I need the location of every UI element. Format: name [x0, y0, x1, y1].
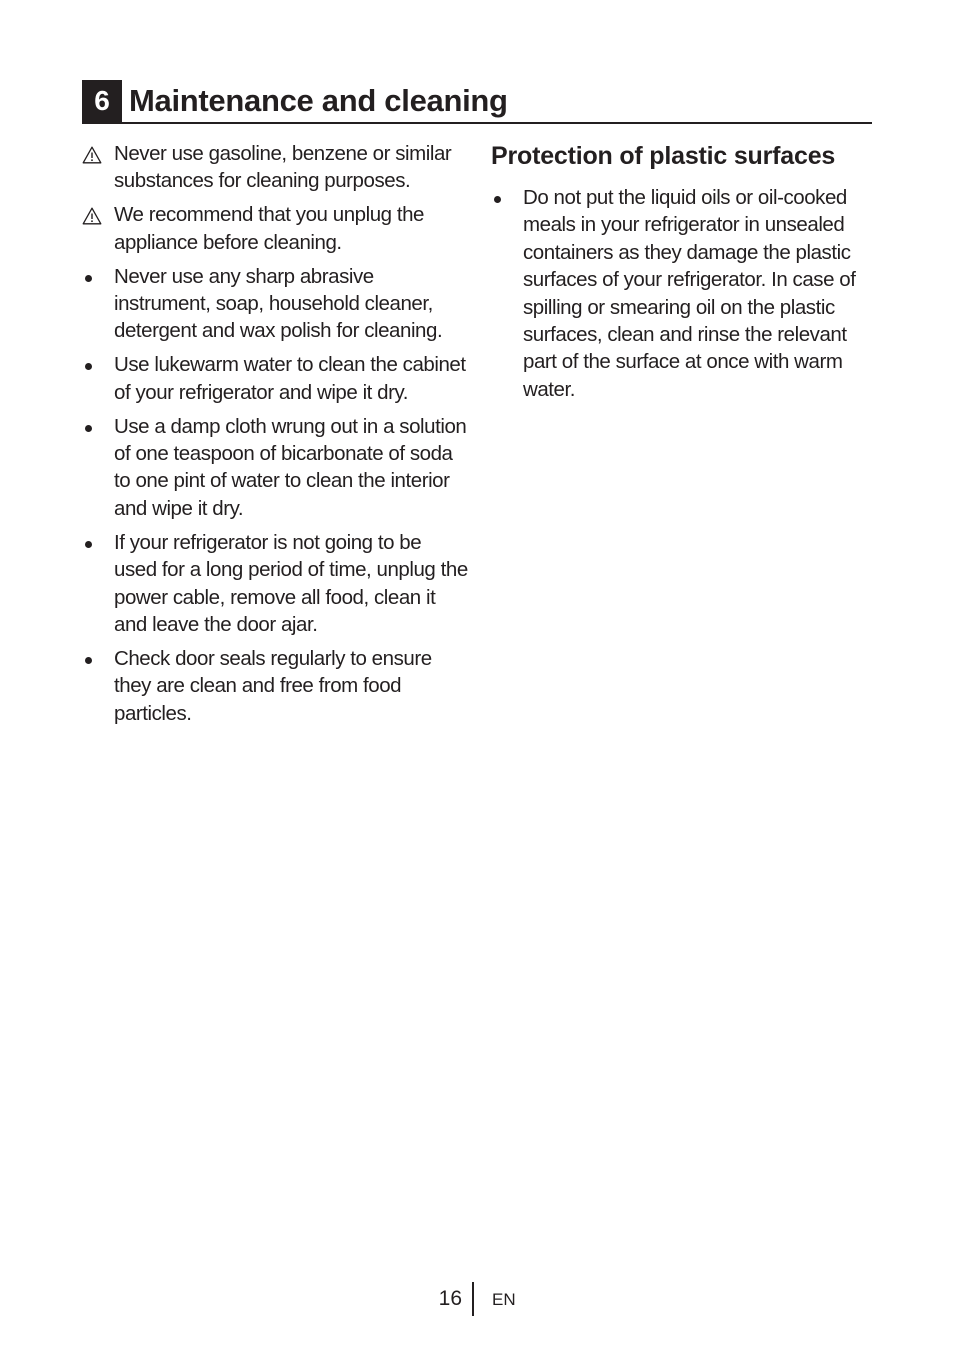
page-number: 16 [438, 1287, 462, 1310]
list-item [82, 201, 468, 256]
bullet-icon [82, 413, 106, 440]
list-item [82, 645, 468, 727]
left-column [82, 140, 468, 734]
list-item [82, 351, 468, 406]
warning-icon [82, 140, 106, 167]
list-item [82, 529, 468, 639]
list-item [491, 184, 875, 403]
bullet-icon [82, 529, 106, 556]
list-item-text: Check door seals regularly to ensure they are clean and free from food particles. [114, 646, 432, 725]
list-item [82, 263, 468, 345]
bullet-icon [82, 351, 106, 378]
section-number: 6 [82, 80, 122, 122]
section-title: Maintenance and cleaning [129, 83, 508, 118]
language-code: EN [492, 1290, 516, 1309]
subsection-title: Protection of plastic surfaces [491, 142, 836, 170]
footer-divider [472, 1282, 474, 1316]
list-item-text: If your refrigerator is not going to be used for a long period of time, unplug the power cable, remove all food, clean it and leave the door ajar. [114, 530, 468, 636]
page-footer [0, 1282, 954, 1316]
list-item [82, 140, 468, 195]
list-item-text: Never use gasoline, benzene or similar substances for cleaning purposes. [114, 142, 452, 193]
bullet-icon [491, 184, 515, 211]
right-column [491, 140, 875, 410]
list-item-text: Never use any sharp abrasive instrument, soap, household cleaner, detergent and wax polish for cleaning. [114, 264, 443, 343]
list-item-text: We recommend that you unplug the appliance before cleaning. [114, 203, 424, 254]
bullet-icon [82, 263, 106, 290]
bullet-icon [82, 645, 106, 672]
list-item-text: Use a damp cloth wrung out in a solution of one teaspoon of bicarbonate of soda to one pint of water to clean the interior and wipe it dry. [114, 414, 467, 520]
section-header [82, 80, 872, 124]
list-item [82, 413, 468, 523]
warning-icon [82, 201, 106, 228]
list-item-text: Use lukewarm water to clean the cabinet of your refrigerator and wipe it dry. [114, 353, 466, 404]
list-item-text: Do not put the liquid oils or oil-cooked meals in your refrigerator in unsealed containers as they damage the plastic surfaces of your refrigerator. In case of spilling or smearing oil on the plastic surfaces, clean and rinse the relevant part of the surface at once with warm water. [523, 186, 856, 401]
